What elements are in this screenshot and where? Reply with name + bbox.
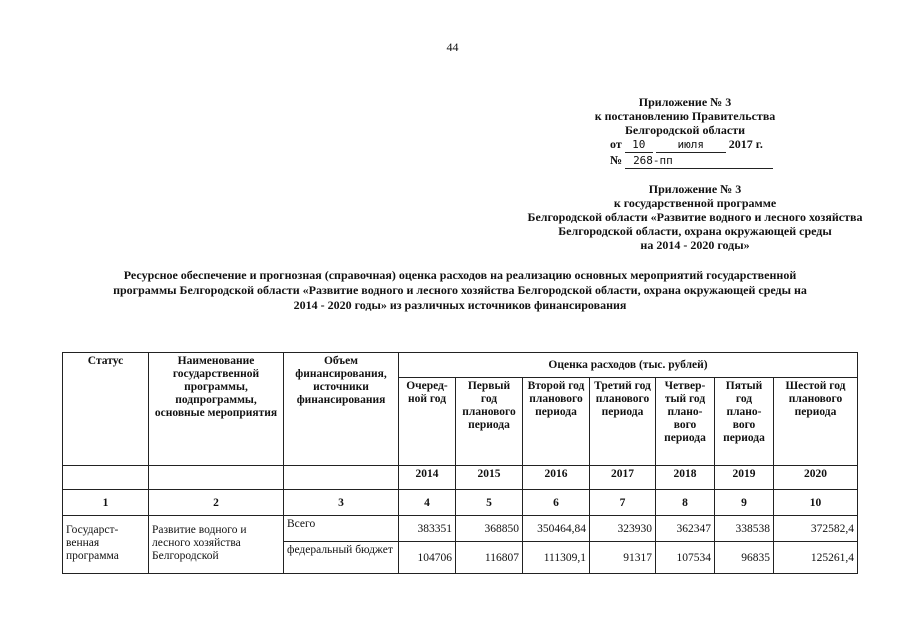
row-value: 338538 — [715, 516, 774, 542]
header-year: 2019 — [715, 466, 774, 490]
appendix1-line1: Приложение № 3 — [638, 95, 732, 109]
header-status: Статус — [63, 353, 149, 466]
row-value: 111309,1 — [523, 542, 590, 574]
header-year: 2018 — [656, 466, 715, 490]
row-value: 107534 — [656, 542, 715, 574]
header-year: 2015 — [456, 466, 523, 490]
header-volume: Объем финансирования, источники финансирования — [284, 353, 399, 466]
date-day: 10 — [625, 138, 653, 153]
column-number: 6 — [523, 490, 590, 516]
column-number: 9 — [715, 490, 774, 516]
appendix-state-program — [500, 182, 890, 252]
header-year: 2014 — [399, 466, 456, 490]
row-source: Всего — [284, 516, 399, 542]
decree-number: 268-пп — [625, 154, 773, 169]
appendix1-date-row — [520, 137, 850, 153]
column-number: 2 — [149, 490, 284, 516]
expenses-table — [62, 352, 858, 574]
header-period: Шестой год планового периода — [774, 378, 858, 466]
appendix2-line3: Белгородской области «Развитие водного и лесного хозяйства — [527, 210, 863, 224]
row-value: 116807 — [456, 542, 523, 574]
appendix1-line2: к постановлению Правительства — [594, 109, 776, 123]
appendix2-line4: Белгородской области, охрана окружающей среды — [558, 224, 832, 238]
row-value: 372582,4 — [774, 516, 858, 542]
appendix1-number-row — [520, 153, 850, 169]
appendix-government-decree — [520, 95, 850, 169]
appendix2-line5: на 2014 - 2020 годы» — [640, 238, 750, 252]
row-value: 96835 — [715, 542, 774, 574]
row-value: 91317 — [590, 542, 656, 574]
header-year: 2016 — [523, 466, 590, 490]
date-prefix: от — [610, 137, 622, 151]
header-year: 2017 — [590, 466, 656, 490]
appendix1-line3: Белгородской области — [624, 123, 746, 137]
row-value: 125261,4 — [774, 542, 858, 574]
appendix2-line1: Приложение № 3 — [648, 182, 742, 196]
column-number: 8 — [656, 490, 715, 516]
header-estimate: Оценка расходов (тыс. рублей) — [399, 353, 858, 378]
row-value: 383351 — [399, 516, 456, 542]
page-number: 44 — [446, 40, 459, 54]
title-line1: Ресурсное обеспечение и прогнозная (справочная) оценка расходов на реализацию основных мероприятий государственной — [123, 268, 797, 282]
header-period: Очеред-ной год — [399, 378, 456, 466]
column-number: 7 — [590, 490, 656, 516]
row-name: Развитие водного и лесного хозяйства Белгородской — [149, 516, 284, 574]
row-value: 362347 — [656, 516, 715, 542]
header-name: Наименование государственной программы, подпрограммы, основные мероприятия — [149, 353, 284, 466]
column-number: 10 — [774, 490, 858, 516]
row-value: 368850 — [456, 516, 523, 542]
row-value: 350464,84 — [523, 516, 590, 542]
column-number: 4 — [399, 490, 456, 516]
date-year: 2017 г. — [728, 137, 763, 151]
table-row — [63, 516, 858, 542]
row-status: Государст-венная программа — [63, 516, 149, 574]
appendix2-line2: к государственной программе — [613, 196, 777, 210]
document-title — [60, 268, 860, 313]
header-period: Второй год планового периода — [523, 378, 590, 466]
title-line3: 2014 - 2020 годы» из различных источников финансирования — [293, 298, 627, 312]
header-period: Четвер-тый год плано-вого периода — [656, 378, 715, 466]
title-line2: программы Белгородской области «Развитие водного и лесного хозяйства Белгородской области, охрана окружающей среды на — [113, 283, 807, 297]
row-value: 104706 — [399, 542, 456, 574]
header-period: Первый год планового периода — [456, 378, 523, 466]
header-period: Третий год планового периода — [590, 378, 656, 466]
header-period: Пятый год плано-вого периода — [715, 378, 774, 466]
column-number: 5 — [456, 490, 523, 516]
row-value: 323930 — [590, 516, 656, 542]
date-month: июля — [656, 138, 726, 153]
header-year: 2020 — [774, 466, 858, 490]
number-prefix: № — [610, 153, 623, 167]
column-number: 3 — [284, 490, 399, 516]
row-source: федеральный бюджет — [284, 542, 399, 574]
column-number: 1 — [63, 490, 149, 516]
